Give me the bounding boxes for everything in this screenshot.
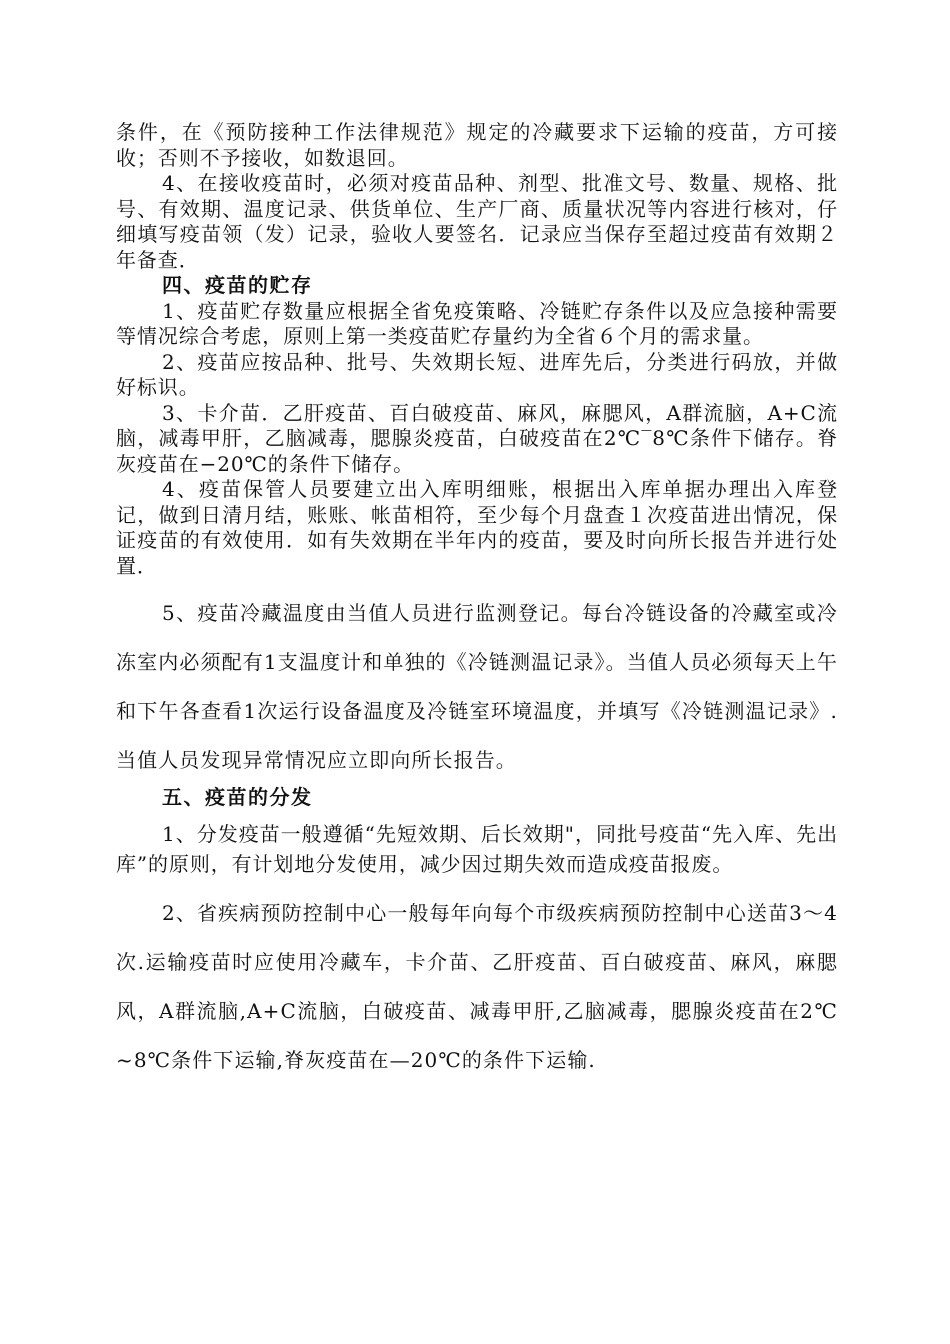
paragraph-receiving-continuation: 条件，在《预防接种工作法律规范》规定的冷藏要求下运输的疫苗，方可接收；否则不予接收，如数退回。: [116, 120, 838, 170]
section-heading-distribution: 五、疫苗的分发: [162, 785, 313, 809]
paragraph-storage-item-4: 4、疫苗保管人员要建立出入库明细账，根据出入库单据办理出入库登记，做到日清月结，账账、帐苗相符，至少每个月盘查１次疫苗进出情况，保证疫苗的有效使用．如有失效期在半年内的疫苗，要及时向所长报告并进行处置．: [116, 477, 838, 578]
document-body: [116, 120, 838, 1085]
paragraph-storage-item-3: 3、卡介苗．乙肝疫苗、百白破疫苗、麻风，麻腮风，A群流脑，A+C流脑，减毒甲肝，乙脑减毒，腮腺炎疫苗，白破疫苗在2℃‾8℃条件下储存。脊灰疫苗在−20℃的条件下储存。: [116, 400, 838, 476]
paragraph-storage-item-5: 5、疫苗冷藏温度由当值人员进行监测登记。每台冷链设备的冷藏室或冷冻室内必须配有1支温度计和单独的《冷链测温记录》。当值人员必须每天上午和下午各查看1次运行设备温度及冷链室环境温度，并填写《冷链测温记录》.当值人员发现异常情况应立即向所长报告。: [116, 601, 838, 772]
paragraph-distribution-item-2: 2、省疾病预防控制中心一般每年向每个市级疾病预防控制中心送苗3～4次.运输疫苗时应使用冷藏车，卡介苗、乙肝疫苗、百白破疫苗、麻风，麻腮风，A群流脑,A+C流脑，白破疫苗、减毒甲肝,乙脑减毒，腮腺炎疫苗在2℃~8℃条件下运输,脊灰疫苗在—20℃的条件下运输.: [116, 900, 838, 1072]
paragraph-receiving-item-4: 4、在接收疫苗时，必须对疫苗品种、剂型、批准文号、数量、规格、批号、有效期、温度记录、供货单位、生产厂商、质量状况等内容进行核对，仔细填写疫苗领（发）记录，验收人要签名．记录应当保存至超过疫苗有效期２年备查．: [116, 171, 838, 272]
section-heading-storage: 四、疫苗的贮存: [162, 273, 313, 297]
paragraph-storage-item-1: 1、疫苗贮存数量应根据全省免疫策略、冷链贮存条件以及应急接种需要等情况综合考虑，原则上第一类疫苗贮存量约为全省６个月的需求量。: [116, 298, 838, 348]
paragraph-distribution-item-1: 1、分发疫苗一般遵循“先短效期、后长效期"，同批号疫苗“先入库、先出库”的原则，有计划地分发使用，减少因过期失效而造成疫苗报废。: [116, 821, 838, 876]
paragraph-storage-item-2: 2、疫苗应按品种、批号、失效期长短、进库先后，分类进行码放，并做好标识。: [116, 349, 838, 399]
